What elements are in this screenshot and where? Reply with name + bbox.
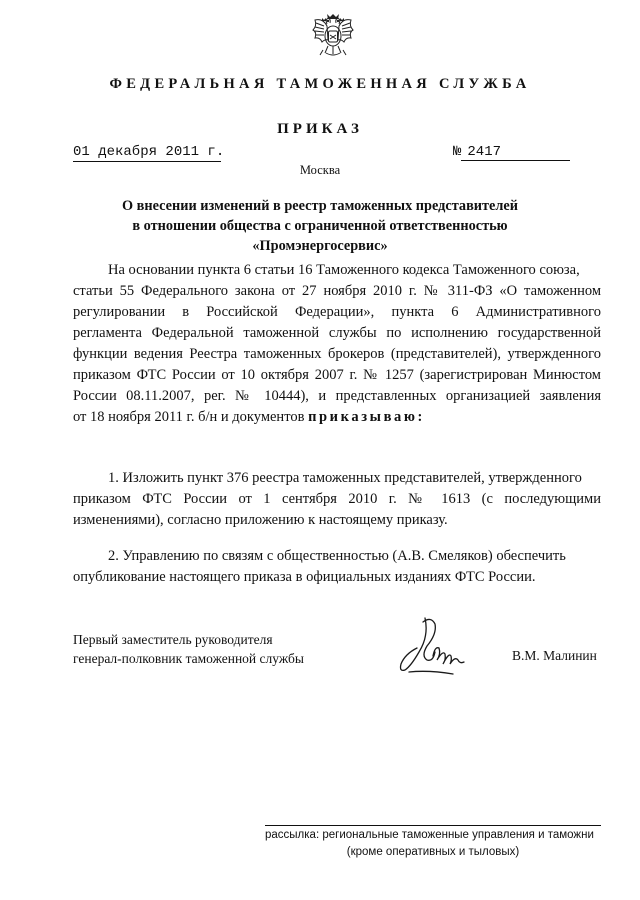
text-line: статьи 55 Федерального закона от 27 ноября 2010 г. № 311-ФЗ «О таможенном <box>73 283 601 299</box>
distribution-line: рассылка: региональные таможенные управления и таможни <box>265 829 594 841</box>
text-line: 1. Изложить пункт 376 реестра таможенных представителей, утвержденного <box>108 470 582 486</box>
number-value: 2417 <box>461 144 570 161</box>
signer-name: В.М. Малинин <box>512 648 597 663</box>
text-line <box>73 407 601 428</box>
document-type: ПРИКАЗ <box>277 121 363 137</box>
preamble-paragraph <box>73 260 601 428</box>
city: Москва <box>299 163 341 177</box>
text-line: регламента Федеральной таможенной службы по исполнению государственной <box>73 325 601 341</box>
text-line: На основании пункта 6 статьи 16 Таможенного кодекса Таможенного союза, <box>108 262 580 278</box>
preamble-end: от 18 ноября 2011 г. б/н и документов <box>73 409 305 425</box>
document-subject <box>90 196 550 256</box>
subject-line: «Промэнергосервис» <box>252 238 388 254</box>
coat-of-arms-icon <box>306 12 360 66</box>
order-item-1 <box>73 468 601 531</box>
handwritten-signature <box>393 612 469 680</box>
signer-position <box>73 630 304 668</box>
position-line: Первый заместитель руководителя <box>73 632 273 647</box>
text-line: России 08.11.2007, рег. № 10444), и представленных организацией заявления <box>73 388 601 404</box>
organization-name: ФЕДЕРАЛЬНАЯ ТАМОЖЕННАЯ СЛУЖБА <box>109 76 531 92</box>
order-word: приказываю: <box>308 409 425 425</box>
document-date: 01 декабря 2011 г. <box>73 144 225 160</box>
text-line: регулировании в Российской Федерации», пункта 6 Административного <box>73 304 601 320</box>
text-line: 2. Управлению по связям с общественностью (А.В. Смеляков) обеспечить <box>108 548 566 564</box>
document-number <box>453 144 570 161</box>
subject-line: О внесении изменений в реестр таможенных представителей <box>121 198 518 214</box>
position-line: генерал-полковник таможенной службы <box>73 651 304 666</box>
number-label: № <box>453 144 462 160</box>
distribution-divider <box>265 825 601 826</box>
text-line: изменениями), согласно приложению к настоящему приказу. <box>73 512 448 528</box>
text-line: приказом ФТС России от 1 сентября 2010 г. № 1613 (с последующими <box>73 491 601 507</box>
text-line: приказом ФТС России от 10 октября 2007 г. № 1257 (зарегистрирован Минюстом <box>73 367 601 383</box>
subject-line: в отношении общества с ограниченной ответственностью <box>132 218 508 234</box>
order-item-2 <box>73 546 601 588</box>
distribution-line: (кроме оперативных и тыловых) <box>346 846 520 858</box>
text-line: опубликование настоящего приказа в официальных изданиях ФТС России. <box>73 569 536 585</box>
text-line: функции ведения Реестра таможенных брокеров (представителей), утвержденного <box>73 346 601 362</box>
